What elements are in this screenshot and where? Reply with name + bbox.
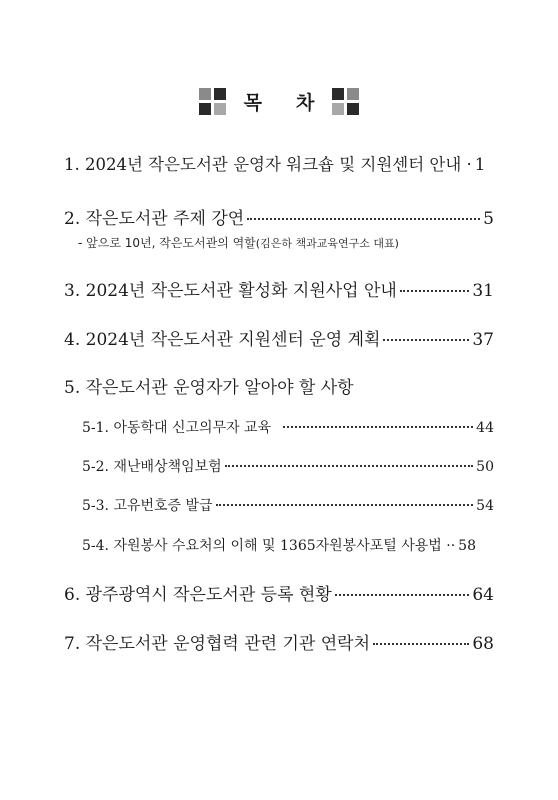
toc-entry-page: 37 [472, 330, 494, 350]
toc-entry-page: 50 [476, 459, 494, 475]
toc-entry-page: 58 [458, 538, 476, 554]
toc-entry-5[interactable] [64, 373, 494, 398]
toc-entry-label: 6. 광주광역시 작은도서관 등록 현황 [64, 585, 332, 605]
leader-dots [216, 504, 474, 506]
toc-entry-page: 64 [472, 585, 494, 605]
toc-entry-5-3[interactable] [82, 495, 494, 515]
toc-heading [0, 83, 558, 119]
toc-entry-label: 5-1. 아동학대 신고의무자 교육 [82, 420, 272, 436]
title-part-1: 목 [243, 91, 262, 114]
toc-entry-page: 1 [474, 155, 486, 174]
toc-entry-page: 5 [483, 209, 494, 229]
toc-entry-2-subtitle [78, 234, 399, 251]
toc-entry-label: 5. 작은도서관 운영자가 알아야 할 사항 [64, 378, 354, 398]
toc-entry-page: 31 [472, 281, 494, 301]
toc-entry-5-4[interactable] [82, 535, 494, 555]
toc-entry-label: 2. 작은도서관 주제 강연 [64, 209, 245, 229]
right-square-ornament-icon [332, 88, 359, 115]
toc-entry-2[interactable] [64, 204, 494, 229]
leader-dots [247, 218, 480, 220]
leader-dots [383, 339, 469, 341]
toc-entry-label: 7. 작은도서관 운영협력 관련 기관 연락처 [64, 634, 370, 654]
toc-entry-label: 5-2. 재난배상책임보험 [82, 459, 222, 475]
title-part-2: 차 [296, 91, 315, 114]
toc-entry-page: 54 [476, 498, 494, 514]
toc-entry-label: 1. 2024년 작은도서관 운영자 워크숍 및 지원센터 안내 · [64, 155, 472, 174]
toc-entry-page: 44 [476, 420, 494, 436]
toc-entry-7[interactable] [64, 629, 494, 654]
toc-entry-page: 68 [472, 634, 494, 654]
leader-dots [373, 643, 469, 645]
subtitle-text: - 앞으로 10년, 작은도서관의 역할 [78, 236, 256, 250]
page-title [244, 88, 315, 115]
leader-dots [335, 594, 470, 596]
subtitle-speaker: (김은하 책과교육연구소 대표) [255, 237, 399, 250]
left-square-ornament-icon [199, 88, 226, 115]
leader-dots [283, 426, 473, 428]
toc-entry-label: 4. 2024년 작은도서관 지원센터 운영 계획 [64, 330, 381, 350]
leader-dots [400, 290, 470, 292]
toc-entry-3[interactable] [64, 276, 494, 301]
toc-entry-4[interactable] [64, 325, 494, 350]
leader-dots [225, 465, 474, 467]
toc-entry-6[interactable] [64, 580, 494, 605]
toc-entry-5-2[interactable] [82, 456, 494, 476]
toc-entry-1[interactable] [64, 151, 494, 175]
toc-entry-label: 3. 2024년 작은도서관 활성화 지원사업 안내 [64, 281, 397, 301]
toc-entry-label: 5-3. 고유번호증 발급 [82, 498, 213, 514]
toc-entry-label: 5-4. 자원봉사 수요처의 이해 및 1365자원봉사포털 사용법 ·· [82, 538, 456, 554]
toc-entry-5-1[interactable] [82, 417, 494, 437]
